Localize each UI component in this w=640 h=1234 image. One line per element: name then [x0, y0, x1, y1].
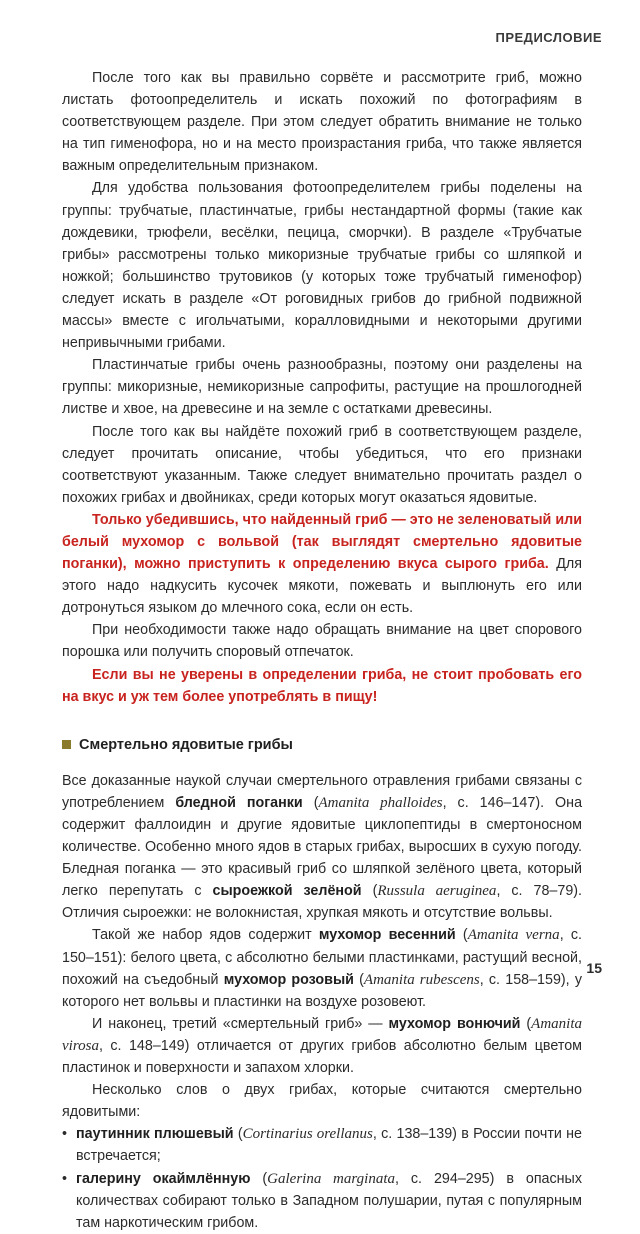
- mushroom-name: паутинник плюшевый: [76, 1126, 234, 1143]
- list-item: [62, 1123, 582, 1167]
- warning-text: Только убедившись, что найденный гриб — это не зеленоватый или белый мухомор с вольвой (так выглядят смертельно ядовитые поганки), можно приступить к определению вкуса сырого гриба.: [62, 511, 582, 573]
- section-marker-icon: [62, 740, 71, 749]
- running-header: ПРЕДИСЛОВИЕ: [495, 30, 602, 45]
- paragraph-destroying-angel: [62, 1013, 582, 1079]
- text-run: , с. 150–151): белого цвета, с абсолютно белыми пластинками, растущий весной, похожий на съедобный: [62, 927, 582, 988]
- text-run: (: [361, 883, 378, 900]
- paragraph-two-more: Несколько слов о двух грибах, которые считаются смертельно ядовитыми:: [62, 1082, 582, 1121]
- text-run: , с. 146–147). Она содержит фаллоидин и другие ядовитые циклопептиды в смертоносном количестве. Особенно много ядов в старых грибах, выросших в сухую погоду. Бледная поганка — это красивый гриб со шляпкой зелёного цвета, который легко перепутать с: [62, 794, 583, 900]
- paragraph-death-cap: [62, 770, 582, 925]
- latin-name: Galerina marginata: [267, 1170, 395, 1187]
- paragraph-lamellar: Пластинчатые грибы очень разнообразны, поэтому они разделены на группы: микоризные, немикоризные сапрофиты, растущие на прошлогодней листве и хвое, на древесине и на земле с остатками древесины.: [62, 357, 582, 418]
- taste-instructions: Для этого надо надкусить кусочек мякоти, пожевать и выплюнуть его или дотронуться языком до млечного сока, если он есть.: [62, 556, 582, 617]
- mushroom-name: мухомор весенний: [318, 927, 456, 944]
- text-run: Такой же набор ядов содержит: [92, 927, 319, 944]
- latin-name: Cortinarius orellanus: [242, 1126, 373, 1143]
- final-warning: Если вы не уверены в определении гриба, не стоит пробовать его на вкус и уж тем более употреблять в пищу!: [62, 666, 582, 705]
- mushroom-name: сыроежкой зелёной: [212, 883, 362, 900]
- latin-name: Amanita rubescens: [363, 971, 480, 988]
- text-run: (: [250, 1170, 268, 1187]
- paragraph-taste-warning: [62, 509, 582, 619]
- list-item: [62, 1168, 582, 1234]
- text-run: , с. 138–139) в России почти не встречается;: [76, 1126, 582, 1165]
- text-run: , с. 148–149) отличается от других грибов абсолютно белым цветом пластинок и поверхности и запахом хлорки.: [62, 1037, 582, 1077]
- latin-name: Amanita verna: [467, 927, 560, 944]
- section-title: Смертельно ядовитые грибы: [79, 736, 293, 753]
- text-run: , с. 78–79). Отличия сыроежки: не волокнистая, хрупкая мякоть и отсутствие вольвы.: [62, 883, 582, 922]
- paragraph-spore-print: При необходимости также надо обращать внимание на цвет спорового порошка или получить споровый отпечаток.: [62, 622, 582, 661]
- mushroom-name: бледной поганки: [175, 794, 303, 811]
- paragraph-browse: После того как вы правильно сорвёте и рассмотрите гриб, можно листать фотоопределитель и искать похожий по фотографиям в соответствующем разделе. При этом следует обратить внимание не только на тип гименофора, но и на место произрастания гриба, что также является важным определительным признаком.: [62, 70, 582, 175]
- text-run: И наконец, третий «смертельный гриб» —: [92, 1015, 389, 1032]
- text-run: (: [302, 794, 319, 811]
- bullet-icon: •: [62, 1126, 68, 1143]
- mushroom-name: мухомор розовый: [223, 971, 354, 988]
- text-run: (: [353, 971, 364, 988]
- paragraph-description: После того как вы найдёте похожий гриб в соответствующем разделе, следует прочитать описание, чтобы убедиться, что его признаки соответствуют указанным. Также следует внимательно прочитать раздел о похожих грибах и двойниках, среди которых могут оказаться ядовитые.: [62, 423, 582, 506]
- section-heading: [62, 734, 582, 756]
- bullet-icon: •: [62, 1170, 68, 1187]
- latin-name: Amanita virosa: [62, 1015, 582, 1054]
- latin-name: Amanita phalloides: [318, 794, 443, 811]
- text-run: Все доказанные наукой случаи смертельного отравления грибами связаны с употреблением: [62, 772, 582, 811]
- text-run: (: [455, 927, 468, 944]
- paragraph-groups: Для удобства пользования фотоопределителем грибы поделены на группы: трубчатые, пластинчатые, грибы нестандартной формы (такие как дождевики, трюфели, весёлки, пецица, сморчки). В разделе «Трубчатые грибы» рассмотрены только микоризные трубчатые грибы со шляпкой и ножкой; большинство трутовиков (у которых тоже трубчатый гименофор) следует искать в разделе «От роговидных грибов до грибной подвижной массы» вместе с игольчатыми, коралловидными и некоторыми другими непривычными грибами.: [62, 180, 582, 352]
- text-run: (: [520, 1015, 532, 1032]
- page-content: [62, 67, 582, 1234]
- mushroom-name: галерину окаймлённую: [76, 1170, 251, 1187]
- text-run: , с. 294–295) в опасных количествах собирают только в Западном полушарии, путая с популярным там наркотическим грибом.: [76, 1170, 582, 1231]
- text-run: (: [233, 1126, 243, 1143]
- page-number: 15: [586, 960, 602, 976]
- text-run: , с. 158–159), у которого нет вольвы и пластинки на воздухе розовеют.: [62, 971, 582, 1010]
- mushroom-name: мухомор вонючий: [388, 1015, 521, 1032]
- latin-name: Russula aeruginea: [377, 883, 497, 900]
